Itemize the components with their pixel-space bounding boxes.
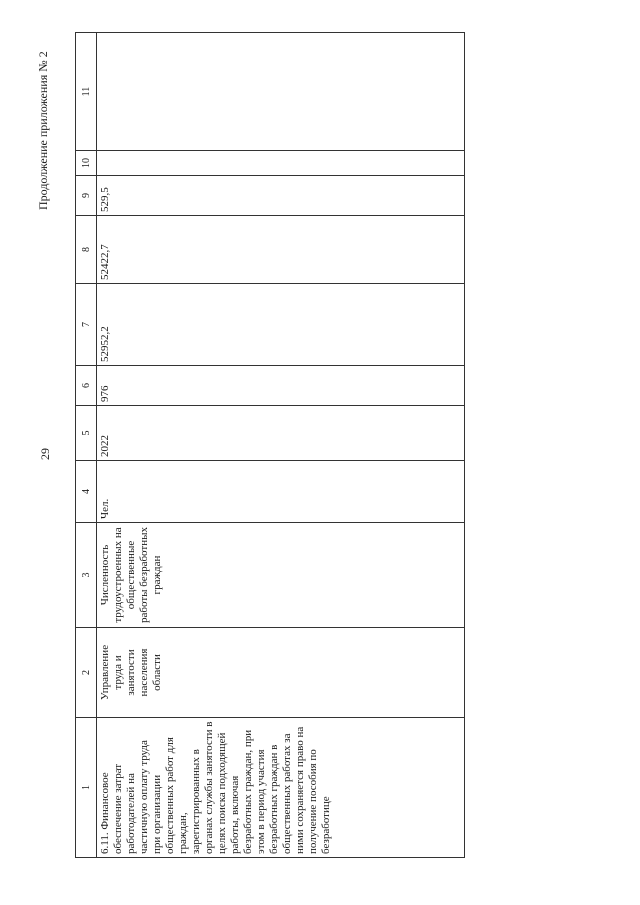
- appendix-table: [75, 32, 465, 858]
- table-row: [97, 33, 465, 858]
- header-col-6: 6: [76, 366, 97, 406]
- cell-measure: 6.11. Финансовое обеспечение затрат работодателей на частичную оплату труда при организации общественных работ для граждан, зарегистрированных в органах службы занятости в целях поиска подходящей работы, включая безработных граждан, при этом в период участия безработных граждан в общественных работах за ними сохраняется право на получение пособия по безработице: [97, 718, 465, 858]
- cell-value-9: 529,5: [97, 176, 465, 216]
- header-col-2: 2: [76, 628, 97, 718]
- cell-value-8: 52422,7: [97, 216, 465, 284]
- header-col-7: 7: [76, 284, 97, 366]
- cell-responsible: Управление труда и занятости населения области: [97, 628, 465, 718]
- cell-year: 2022: [97, 406, 465, 461]
- header-col-3: 3: [76, 523, 97, 628]
- cell-indicator: Численность трудоустроенных на общественные работы безработных граждан: [97, 523, 465, 628]
- page-number: 29: [38, 448, 52, 460]
- header-col-8: 8: [76, 216, 97, 284]
- header-col-10: 10: [76, 151, 97, 176]
- appendix-table-container: [75, 33, 465, 858]
- cell-value-7: 52952,2: [97, 284, 465, 366]
- appendix-title: Продолжение приложения № 2: [36, 51, 50, 210]
- cell-value-10: [97, 151, 465, 176]
- cell-value-6: 976: [97, 366, 465, 406]
- cell-unit: Чел.: [97, 461, 465, 523]
- header-col-4: 4: [76, 461, 97, 523]
- cell-value-11: [97, 33, 465, 151]
- header-col-5: 5: [76, 406, 97, 461]
- header-col-9: 9: [76, 176, 97, 216]
- header-col-11: 11: [76, 33, 97, 151]
- table-header-row: [76, 33, 97, 858]
- header-col-1: 1: [76, 718, 97, 858]
